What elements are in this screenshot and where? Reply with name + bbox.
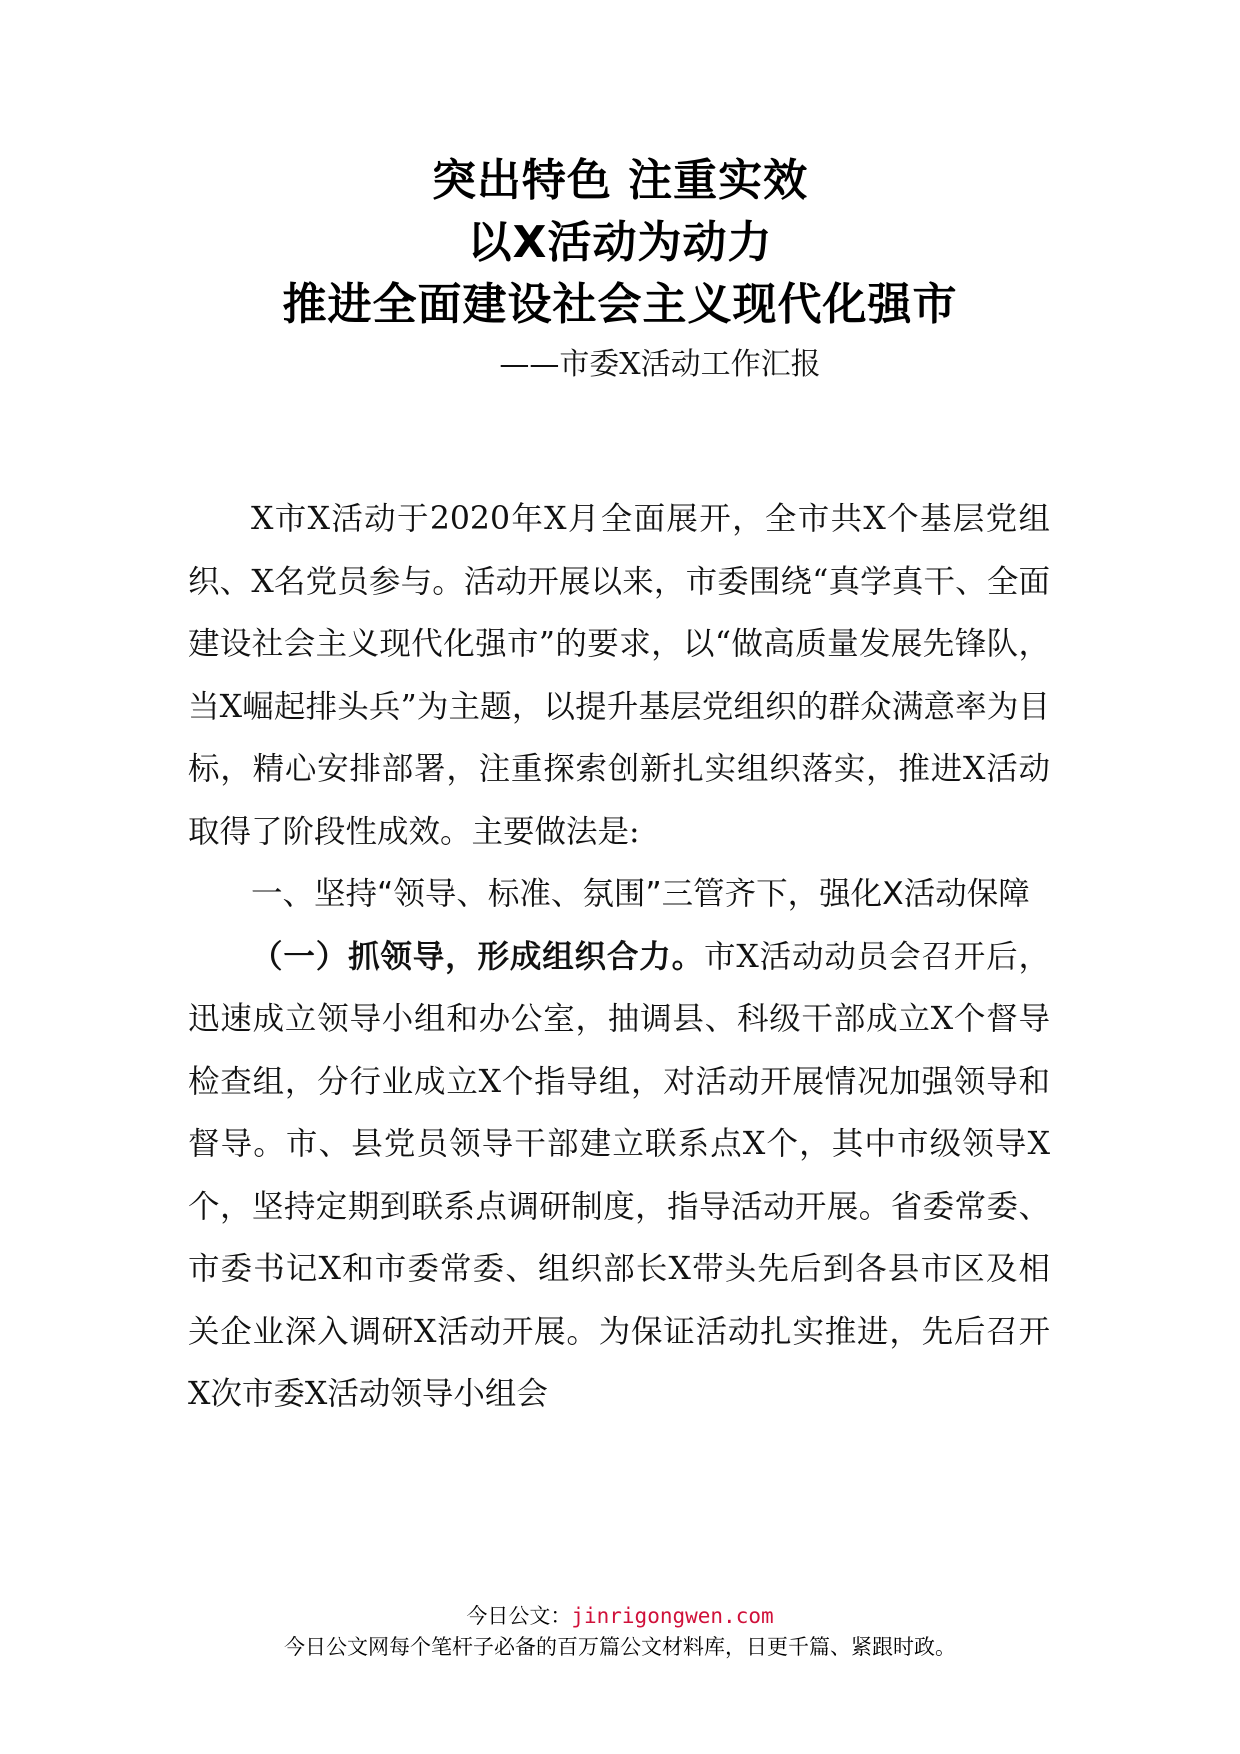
title-line-2: 以X活动为动力 bbox=[467, 217, 773, 268]
subsection-paragraph-1 bbox=[188, 926, 1050, 1426]
footer bbox=[0, 1601, 1240, 1663]
subsection-body-1: 市X活动动员会召开后，迅速成立领导小组和办公室，抽调县、科级干部成立X个督导检查组，分行业成立X个指导组，对活动开展情况加强领导和督导。市、县党员领导干部建立联系点X个，其中市级领导X个，坚持定期到联系点调研制度，指导活动开展。省委常委、市委书记X和市委常委、组织部长X带头先后到各县市区及相关企业深入调研X活动开展。为保证活动扎实推进，先后召开X次市委X活动领导小组会 bbox=[188, 938, 1050, 1412]
footer-url-link[interactable]: jinrigongwen.com bbox=[571, 1604, 774, 1628]
title-line-3: 推进全面建设社会主义现代化强市 bbox=[282, 279, 958, 330]
title-line-1: 突出特色 注重实效 bbox=[431, 155, 809, 206]
intro-paragraph: X市X活动于2020年X月全面展开，全市共X个基层党组织、X名党员参与。活动开展以来，市委围绕“真学真干、全面建设社会主义现代化强市”的要求，以“做高质量发展先锋队，当X崛起排头兵”为主题，以提升基层党组织的群众满意率为目标，精心安排部署，注重探索创新扎实组织落实，推进X活动取得了阶段性成效。主要做法是: bbox=[188, 501, 1050, 850]
footer-tagline: 今日公文网每个笔杆子必备的百万篇公文材料库，日更千篇、紧跟时政。 bbox=[284, 1635, 956, 1659]
document-body bbox=[188, 488, 1050, 1426]
footer-label: 今日公文： bbox=[466, 1604, 572, 1628]
footer-source-line bbox=[0, 1601, 1240, 1631]
subtitle: ——市委X活动工作汇报 bbox=[499, 347, 821, 382]
subsection-heading-1: （一）抓领导，形成组织合力。 bbox=[251, 938, 704, 975]
title-block bbox=[0, 150, 1240, 390]
section-heading-1: 一、坚持“领导、标准、氛围”三管齐下，强化X活动保障 bbox=[251, 876, 1030, 912]
